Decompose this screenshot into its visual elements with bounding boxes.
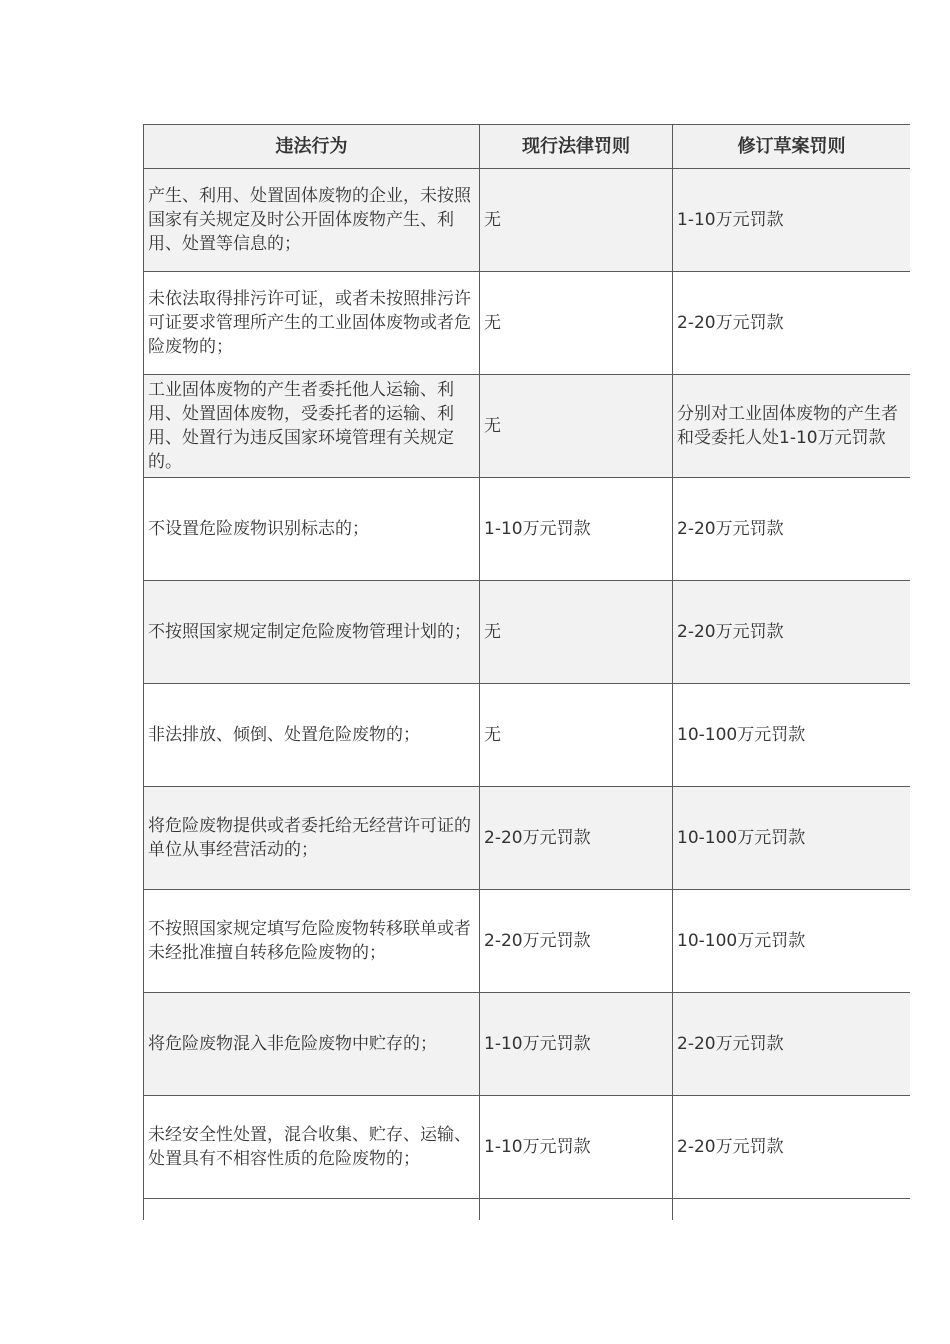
empty-cell <box>673 1199 911 1221</box>
penalty-comparison-table <box>143 124 910 1220</box>
draft-penalty-cell: 2-20万元罚款 <box>673 272 911 375</box>
violation-cell: 非法排放、倾倒、处置危险废物的； <box>144 684 480 787</box>
draft-penalty-cell: 1-10万元罚款 <box>673 169 911 272</box>
current-penalty-cell: 1-10万元罚款 <box>480 1096 673 1199</box>
draft-penalty-cell: 10-100万元罚款 <box>673 890 911 993</box>
table-row <box>144 993 911 1096</box>
violation-cell: 产生、利用、处置固体废物的企业，未按照国家有关规定及时公开固体废物产生、利用、处置等信息的； <box>144 169 480 272</box>
header-violation: 违法行为 <box>144 125 480 169</box>
current-penalty-cell: 1-10万元罚款 <box>480 478 673 581</box>
table-header-row <box>144 125 911 169</box>
violation-cell: 未经安全性处置，混合收集、贮存、运输、处置具有不相容性质的危险废物的； <box>144 1096 480 1199</box>
empty-cell <box>144 1199 480 1221</box>
draft-penalty-cell: 10-100万元罚款 <box>673 787 911 890</box>
table-row <box>144 272 911 375</box>
violation-cell: 工业固体废物的产生者委托他人运输、利用、处置固体废物，受委托者的运输、利用、处置行为违反国家环境管理有关规定的。 <box>144 375 480 478</box>
table-row <box>144 1096 911 1199</box>
table-row <box>144 684 911 787</box>
penalty-table <box>143 124 910 1220</box>
current-penalty-cell: 无 <box>480 581 673 684</box>
table-row <box>144 581 911 684</box>
header-current-penalty: 现行法律罚则 <box>480 125 673 169</box>
table-row <box>144 478 911 581</box>
violation-cell: 将危险废物提供或者委托给无经营许可证的单位从事经营活动的； <box>144 787 480 890</box>
table-row <box>144 787 911 890</box>
current-penalty-cell: 2-20万元罚款 <box>480 890 673 993</box>
violation-cell: 未依法取得排污许可证，或者未按照排污许可证要求管理所产生的工业固体废物或者危险废物的； <box>144 272 480 375</box>
empty-cell <box>480 1199 673 1221</box>
table-row-cut-off <box>144 1199 911 1221</box>
table-row <box>144 169 911 272</box>
table-row <box>144 890 911 993</box>
draft-penalty-cell: 2-20万元罚款 <box>673 478 911 581</box>
draft-penalty-cell: 2-20万元罚款 <box>673 581 911 684</box>
current-penalty-cell: 无 <box>480 684 673 787</box>
current-penalty-cell: 无 <box>480 272 673 375</box>
current-penalty-cell: 1-10万元罚款 <box>480 993 673 1096</box>
table-row <box>144 375 911 478</box>
draft-penalty-cell: 2-20万元罚款 <box>673 993 911 1096</box>
violation-cell: 不设置危险废物识别标志的； <box>144 478 480 581</box>
violation-cell: 不按照国家规定制定危险废物管理计划的； <box>144 581 480 684</box>
violation-cell: 将危险废物混入非危险废物中贮存的； <box>144 993 480 1096</box>
draft-penalty-cell: 10-100万元罚款 <box>673 684 911 787</box>
current-penalty-cell: 无 <box>480 169 673 272</box>
current-penalty-cell: 2-20万元罚款 <box>480 787 673 890</box>
draft-penalty-cell: 分别对工业固体废物的产生者和受委托人处1-10万元罚款 <box>673 375 911 478</box>
violation-cell: 不按照国家规定填写危险废物转移联单或者未经批准擅自转移危险废物的； <box>144 890 480 993</box>
draft-penalty-cell: 2-20万元罚款 <box>673 1096 911 1199</box>
header-draft-penalty: 修订草案罚则 <box>673 125 911 169</box>
current-penalty-cell: 无 <box>480 375 673 478</box>
